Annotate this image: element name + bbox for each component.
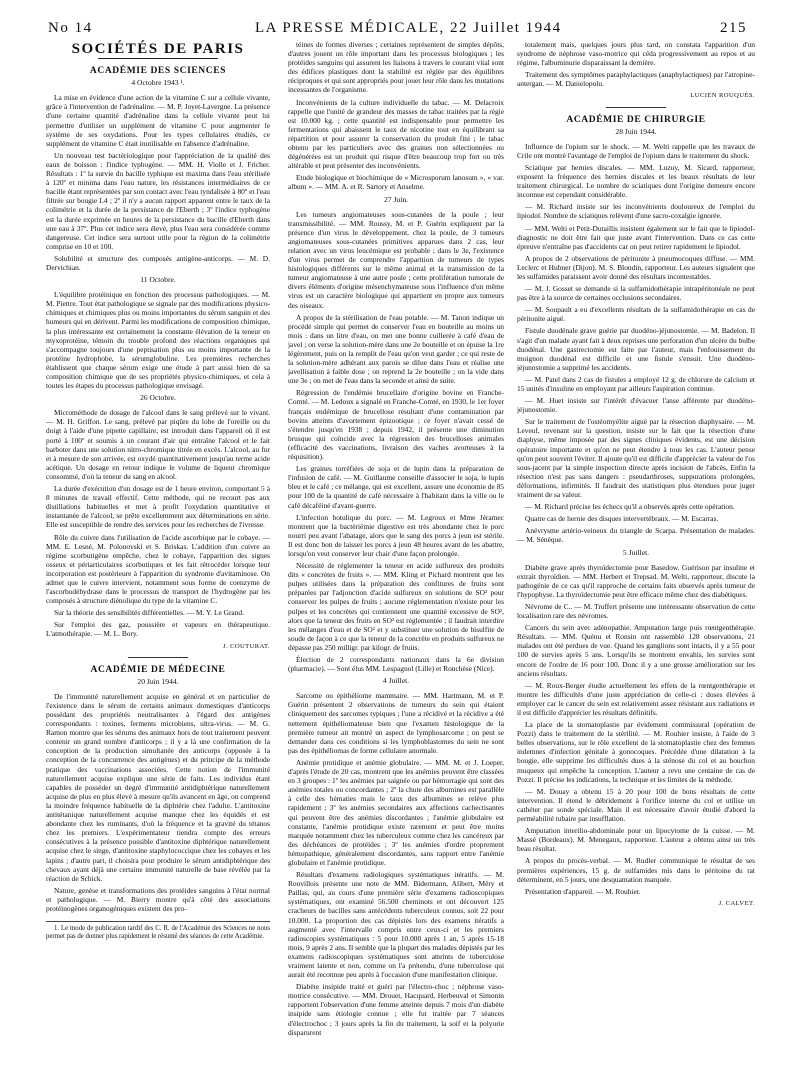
divider	[128, 657, 188, 658]
article-paragraph: Microméthode de dosage de l'alcool dans le sang prélevé sur le vivant. — M. H. Griffon. Le sang, prélevé par piqûre du lobe de l'oreille ou du doigt à l'aide d'une pipette capillaire, est introduit dans l'appareil où il est porté à 100º et soumis à un courant d'air qui entraîne l'alcool et le fait barboter dans une solution nitro-chromique titrée en excès. L'alcool, au fur et à mesure de son arrivée, est oxydé quantitativement jusqu'au terme acide acétique. Un dosage en retour indique le volume de liqueur chromique consommé, d'où la teneur du sang en alcool.	[46, 408, 270, 481]
article-paragraph: Sur le traitement de l'ostéomyélite aiguë par la résection diaphysaire. — M. Leveuf, revenant sur la question, insiste sur le fait que la résection d'une diaphyse, même imposée par des signes cliniques évidents, est une décision opératoire importante et qu'on ne peut étendre à tous les cas. L'auteur pense qu'on peut souvent l'éviter. Il ajoute qu'il est difficile d'apprécier la valeur de l'os sous-jacent par la simple inspection directe après incision de l'abcès. Enfin la résection n'est pas sans dangers : pseudarthroses, suppurations prolongées, déformations, infirmités. Il faudrait des statistiques plus étendues pour juger vraiment de sa valeur.	[517, 417, 755, 500]
issue-number: No 14	[48, 20, 93, 36]
academy-heading: ACADÉMIE DE CHIRURGIE	[566, 114, 706, 125]
article-paragraph: Nature, genèse et transformations des protéides sanguins à l'état normal et pathologique. — M. Bierry montre qu'à côté des associations protéinogènes organogéniques existent des pro-	[46, 885, 270, 913]
article-paragraph: Inconvénients de la culture individuelle du tabac. — M. Delacroix rappelle que l'unité de grandeur des masses de tabac traitées par la régie est 10.000 kg. ; cette quantité est indispensable pour permettre les fermentations qui abaissent le taux de nicotine tout en équilibrant sa répartition et pour assurer la conservation du produit fini ; le tabac obtenu par les particuliers avec des graines non sélectionnées ou dégénérées est un produit qui risque d'être beaucoup trop fort ou très altérable et peut présenter des inconvénients.	[288, 97, 504, 171]
article-paragraph: Les graines torréfiées de soja et de lupin dans la préparation de l'infusion de café. — M. Guillaume conseille d'associer le soja, le lupin bleu et le café ; ce mélange, qui est excellent, assure une économie de 85 pour 100 de la quantité de café nécessaire à l'habitant dans la ville ou le café décaféiné d'avant-guerre.	[288, 464, 504, 510]
session-date: 4 Juillet.	[382, 676, 410, 686]
article-paragraph: L'infection botulique du porc. — M. Legroux et Mme Jéramec montrent que la bactériémie digestive est très abondante chez le porc nourri peu avant l'abatage, alors que le sang des porcs à jeun est stérile. Il est donc bon de laisser les porcs à jeun 48 heures avant de les abattre, lorsqu'on veut conserver leur chair d'une façon prolongée.	[288, 512, 504, 558]
author-signature: J. CALVET.	[718, 899, 755, 907]
article-paragraph: Amputation interilio-abdominale pour un lipocytome de la cuisse. — M. Massé (Bordeaux). M. Menegaux, rapporteur. L'auteur a obtenu ainsi un très beau résultat.	[517, 826, 755, 854]
divider	[606, 107, 666, 108]
article-paragraph: — M. Huet insiste sur l'intérêt d'évacuer l'anse afférente par duodéno-jéjunostomie.	[517, 396, 755, 415]
session-date: 11 Octobre.	[140, 275, 176, 285]
article-paragraph: Quatre cas de hernie des disques intervertébraux. — M. Escarras.	[525, 514, 719, 524]
article-paragraph: — M. Patel dans 2 cas de fistules a employé 12 g. de chlorure de calcium et 15 unités d'insuline en employant par ailleurs l'aspiration continue.	[517, 374, 755, 393]
footnote: 1. Le mode de publication tardif des C. R. de l'Académie des Sciences ne nous permet pas de donner plus rapidement le résumé des séances de cette Académie.	[46, 921, 270, 941]
article-paragraph: Nécessité de réglementer la teneur en acide sulfureux des produits dits « concrètes de fruits ». — MM. Kling et Pichard montrent que les pulpes utilisées dans la préparation des confitures de fruits sont préparées par l'adjonction d'acide sulfureux en solutions de SO² pour conserver les pulpes de fruits ; aucune réglementation n'existe pour les pulpes et les concrètes qui contiennent une quantité excessive de SO², alors que la teneur des fruits en SO² est réglementée ; il faudrait interdire les mélanges d'eau et de SO² et y substituer une solution de bisulfite de soude de façon à ce que la teneur de la concrète en produits sulfureux ne dépasse pas 250 milligr. par kilogr. de fruits.	[288, 561, 504, 652]
author-signature: J. COUTURAT.	[223, 642, 270, 650]
section-rule	[98, 58, 218, 59]
session-date: 4 Octobre 1943 ¹.	[131, 78, 185, 88]
article-paragraph: La place de la stomatoplastie par évidement commissural (opération de Pozzi) dans le traitement de la stérilité. — M. Rouhier insiste, à l'aide de 3 belles observations, sur le rôle excellent de la stomatoplastie chez des femmes indemnes d'infection génitale à gonocoques. Précédée d'une dilatation à la bougie, elle supprime les difficultés dues à la sténose du col et au bouchon muqueux qui empêche la conception. L'auteur a revu une centaine de cas de Pozzi. Il précise les indications, la technique et les limites de la méthode.	[517, 720, 755, 784]
article-paragraph: A propos du procès-verbal. — M. Rudler communique le résultat de ses premières expériences, 15 g. de sulfamides mis dans le péritoine du rat déterminent, en 5 jours, une desquamation marquée.	[517, 856, 755, 884]
article-paragraph: Sarcome ou épithéliome mammaire. — MM. Hartmann, M. et P. Guérin présentent 2 observations de tumeurs du sein qui étaient cliniquement des sarcomes typiques ; l'une a récidivé et la récidive a été nettement épithéliomateuse bien que l'examen histologique de la première tumeur ait montré un aspect de lymphosarcome ; on peut se demander dans ces conditions si les lymphoblastomes du sein ne sont pas des épithéliomas de forme cellulaire anormale.	[288, 691, 504, 755]
article-paragraph: Résultats d'examens radiologiques systématiques itératifs. — M. Rouvillois présente une note de MM. Bidermann, Alibert, Méry et Paillas, qui, au cours d'une première série d'examens radioscopiques systématiques, ont examiné 56.500 cheminots et ont découvert 125 cracheurs de bacilles sans antécédents tuberculeux connus, soit 22 pour 10.000. La proportion des cas dépistés lors des examens itératifs a augmenté avec l'intervalle compris entre ceux-ci et les premiers radioscopies systématiques : 5 pour 10.000 après 1 an, 5 après 15-18 mois, 9 après 2 ans. Il semble que la plupart des malades dépistés par les examens radioscopiques systématiques sont atteints de tuberculose vraiment latente et non, comme on l'a prétendu, d'une tuberculose qui aurait été reconnue peu après à l'occasion d'une manifestation clinique.	[288, 870, 504, 980]
session-date: 28 Juin 1944.	[615, 126, 657, 136]
article-paragraph: Élection de 2 correspondants nationaux dans la 6e division (pharmacie). — Sont élus MM. Lespagnol (Lille) et Ronchèse (Nice).	[288, 655, 504, 674]
session-date: 26 Octobre.	[140, 393, 176, 403]
column-left	[46, 40, 270, 1070]
article-paragraph: téines de formes diverses ; certaines représentent de simples dépôts, d'autres jouent un rôle important dans les processus biologiques ; les protéides sanguins qui assurent les liaisons à travers le courant vital sont des édifices plastiques dont la stabilité est réglée par des équilibres réciproques et qui sont appropriés pour jouer leur rôle dans les mutations incessantes de l'organisme.	[288, 40, 504, 95]
article-paragraph: Influence de l'opium sur le shock. — M. Welti rappelle que les travaux de Crile ont montré l'avantage de l'emploi de l'opium dans le traitement du shock.	[517, 141, 755, 160]
article-paragraph: Présentation d'appareil. — M. Rouhier.	[525, 886, 641, 896]
article-paragraph: Etude biologique et biochimique de « Microsporum lanosum », « var. album ». — MM. A. et R. Sartory et Anselme.	[288, 173, 504, 192]
session-date: 20 Juin 1944.	[137, 676, 179, 686]
article-paragraph: De l'immunité naturellement acquise en général et en particulier de l'existence dans le sérum de certains animaux domestiques d'anticorps possédant des propriétés neutralisantes à l'égard des antigènes correspondants : toxines, ferments microbiens, ultra-virus. — M. G. Ramon montre que les sérums des animaux hors de tout traitement peuvent contenir un grand nombre d'anticorps ; il y a là une confirmation de la conception de la production simultanée des anticorps (opposée à la conception de la concurrence des antigènes) et du principe de la méthode pratique des vaccinations associées. Cette notion de l'immunité naturellement acquise explique une série de faits. Les individus étant capables de posséder un degré d'immunité antidiphtérique naturellement acquise de plus en plus élevé à mesure qu'ils avancent en âge, on comprend la moindre fréquence habituelle de la diphtérie chez l'adulte. L'antitoxine antitétanique naturellement acquise manque chez les équidés et est abondante chez les ruminants, d'où la fréquence et la gravité du tétanos chez les premiers. L'expérimentateur tiendra compte des erreurs consécutives à la présence possible d'antitoxine diphtérique naturellement acquise chez le singe, d'antitoxine staphylococcique chez les cobayes et les lapins ; d'autre part, il choisira pour produire le sérum antidiphtérique des chevaux ayant déjà une certaine immunité naturelle de base révélée par la réaction de Schick.	[46, 691, 270, 883]
academy-heading: ACADÉMIE DES SCIENCES	[89, 66, 227, 77]
section-title: SOCIÉTÉS DE PARIS	[71, 41, 245, 57]
academy-heading: ACADÉMIE DE MÉDECINE	[90, 664, 226, 675]
article-paragraph: Solubilité et structure des composés antigène-anticorps. — M. D. Dervichian.	[46, 253, 270, 272]
article-paragraph: Régression de l'endémie brucellaire d'origine bovine en Franche-Comté. — M. Ledoux a signalé en Franche-Comté, en 1930, le 1er foyer français endémique de brucellose résultant d'une contamination par bovins atteints d'avortement épizootique ; ce foyer n'avait cessé de s'étendre jusqu'en 1938 ; depuis 1942, il présente une diminution brusque qui coïncide avec la régression des brucelloses animales (efficacité des vaccinations, livraison des vaches avorteuses à la réquisition).	[288, 388, 504, 462]
article-paragraph: — M. Douay a obtenu 15 à 20 pour 100 de bons résultats de cette intervention. Il étend le débridement à l'orifice interne du col et utilise un cathéter par sonde spéciale. Mais il est nécessaire d'avoir étudié d'abord la perméabilité tubaire par insufflation.	[517, 786, 755, 824]
article-paragraph: L'équilibre protéinique en fonction des processus pathologiques. — M. M. Piettre. Tout état pathologique se signale par des modifications physico-chimiques et chimiques plus ou moins importantes du sérum sanguin et des humeurs qui en dérivent. Parmi les modifications de composition chimique, la plus intéressante est certainement la constante élévation de la teneur en myxoprotéine, témoin du trouble profond des réactions organiques qui s'accompagne toujours d'une peptisation plus ou moins importante de la protéine hydrophobe, la sérumglobuline. Les premières recherches établissent que chaque sérum exige une étude à part aussi bien de sa composition chimique que de ses propriétés physico-chimiques, et cela à toutes les étapes du processus pathologique envisagé.	[46, 290, 270, 391]
article-paragraph: La mise en évidence d'une action de la vitamine C sur a cellule vivante, grâce à l'intervention de l'adrénaline. — M. P. Joyet-Lavergne. La présence d'une certaine quantité d'adrénaline dans la cellule vivante peut lui permettre d'utiliser un supplément de vitamine C pour augmenter le système de ses oxydations. Pour les types cellulaires étudiés, ce supplément de vitamine C était inutilisable en l'absence d'adrénaline.	[46, 93, 270, 148]
article-paragraph: Sciatique par hernies discales. — MM. Luzuy, M. Sicard, rapporteur, exposent la fréquence des hernies discales et les beaux résultats de leur traitement chirurgical. Le nombre de sciatiques dont l'origine demeure encore inconnue est cependant considérable.	[517, 162, 755, 200]
article-paragraph: — M. Soupault a eu d'excellents résultats de la sulfamidothérapie en cas de péritonite aiguë.	[517, 305, 755, 324]
article-paragraph: Anévrysme artério-veineux du triangle de Scarpa. Présentation de malades. — M. Sénèque.	[517, 526, 755, 545]
session-date: 27 Juin.	[383, 194, 409, 204]
article-paragraph: totalement mais, quelques jours plus tard, on constata l'apparition d'un syndrome de néphrose vaso-motrice qui céda progressivement au repos et au régime, l'albuminurie disparaissant la dernière.	[517, 40, 755, 68]
column-middle	[288, 40, 504, 1070]
article-paragraph: Sur l'emploi des gaz, poussière et vapeurs en thérapeutique. L'atmothérapie. — M. L. Bory.	[46, 620, 270, 639]
article-paragraph: — M. Roux-Berger étudie actuellement les effets de la rœntgenthérapie et montre les difficultés d'une juste appréciation de celle-ci : doses élevées à employer car le cancer du sein est relativement assez résistant aux radiations et il est difficile d'apprécier les résultats définitifs.	[517, 680, 755, 717]
article-paragraph: A propos de 2 observations de péritonite à pneumocoques diffuse. — MM. Leclerc et Hubner (Dijon). M. S. Blondin, rapporteur. Les auteurs signalent que les sulfamides paraissent avoir donné des résultats incontestables.	[517, 253, 755, 281]
article-paragraph: — M. Richard précise les échecs qu'il a observés après cette opération.	[525, 502, 735, 512]
article-paragraph: Anémie protidique et anémie globulaire. — MM. M. et J. Loeper, d'après l'étude de 20 cas, montrent que les anémies peuvent être classées en 3 groupes : 1º les anémies par saignée ou par hémorragie qui sont des anémies totales ou concordantes ; 2º la chute des albumines est parallèle à celle des hématies mais le taux des albumines se relève plus rapidement ; 3º les anémies secondaires aux affections cachectisantes qui peuvent être des anémies discordantes ; l'anémie globulaire est constante, l'anémie protidique existe rarement et peut être moins marquée notamment chez les tuberculeux comme chez les cancéreux par des déchéances de protéides ; 3º les anémies d'ordre proprement hémopathique, généralement discordantes, sans rapport entre l'anémie globulaire et l'anémie protidique.	[288, 757, 504, 867]
page-number: 215	[720, 20, 747, 36]
journal-title: LA PRESSE MÉDICALE, 22 Juillet 1944	[255, 20, 562, 36]
article-paragraph: Traitement des symptômes paraphylactiques (anaphylactiques) par l'atropine-antergan. — M. Danielopolu.	[517, 70, 755, 89]
article-paragraph: A propos de la stérilisation de l'eau potable. — M. Tanon indique un procédé simple qui permet de conserver l'eau en bouteille au moins un mois : dans un litre d'eau, on met une bonne cuillerée à café d'eau de javel ; on verse la solution-mère dans une 2e bouteille et on épuise la 1re légèrement, puis on la remplit de l'eau qu'on veut garder ; ce qui reste de la solution-mère adhérant aux parois se dilue dans l'eau et réalise une javellisation à faible dose ; on reprend la 2e bouteille ; on la vide dans une 3e ; on met de l'eau dans la seconde et ainsi de suite.	[288, 312, 504, 386]
article-paragraph: Névrome de C.. — M. Truffert présente une intéressante observation de cette localisation rare des névromes.	[517, 601, 755, 621]
article-paragraph: La durée d'exécution d'un dosage est de 1 heure environ, comportant 5 à 8 minutes de travail effectif. Cette méthode, qui ne recourt pas aux distillations habituelles et met à profit l'oxydation quantitative et instantanée de l'alcool, se prête excellemment aux déterminations en série. Elle est susceptible de rendre des services pour les recherches de l'ivresse.	[46, 484, 270, 530]
article-paragraph: Les tumeurs angiomateuses sous-cutanées de la poule ; leur transmissibilité. — MM. Roussy, M. et P. Guérin expliquent par la présence d'un virus le développement, chez la poule, de 3 tumeurs angiomateuses sous-cutanées primitives apparues dans 2 cas, leur relation avec un virus leucémique est probable ; dans le 3e, l'existence d'un virus permet de comprendre l'apparition de tumeurs de types histologiques différents sur le même animal et la transmission de la tumeur angiomateuse à une autre poule ; cette prolifération tumorale de divers éléments d'origine mésenchymateuse sous l'influence d'un même virus est un caractère biologique qui appartient en propre aux tumeurs des oiseaux.	[288, 209, 504, 310]
article-paragraph: — M. J. Gosset se demande si la sulfamidothérapie intrapéritonéale ne peut pas être à la source de certaines occlusions secondaires.	[517, 284, 755, 303]
article-paragraph: Diabète grave après thyroïdectomie pour Basedow. Guérison par insuline et extrait thyroïdien. — MM. Herbert et Trepsad. M. Welti, rapporteur, discute la pathogénie de ce cas qu'il rapproche de certains faits observés après tumeur de l'hypophyse. La thyroïdectomie peut être efficace même chez des diabétiques.	[517, 562, 755, 599]
article-paragraph: Sur la théorie des sensibilités différentielles. — M. Y. Le Grand.	[54, 608, 244, 618]
article-paragraph: Cancers du sein avec adénopathie. Amputation large puis rœntgenthérapie. Résultats. — MM. Quénu et Ronsin ont rassemblé 128 observations, 21 malades ont été perdues de vue. Quand les ganglions sont intacts, il y a 55 pour 100 de survies après 5 ans. Lorsqu'ils se montrent envahis, les survies sont encore de l'ordre de 16 pour 100. Donc il y a une grosse amélioration sur les anciens résultats.	[517, 623, 755, 678]
article-paragraph: Diabète insipide traité et guéri par l'électro-choc ; néphrose vaso-motrice consécutive. — MM. Drouet, Hacquard, Herbeuval et Simonin rapportent l'observation d'une femme atteinte depuis 7 mois d'un diabète insipide sans étiologie connue ; elle fut traitée par 7 séances d'électrochoc ; 3 jours après la fin du traitement, la soif et la polyurie disparurent	[288, 982, 504, 1037]
article-paragraph: Un nouveau test bactériologique pour l'appréciation de la qualité des eaux de boisson : l'indice typhogène. — MM. H. Violle et J. Fricher. Résultats : 1º la survie du bacille typhique est maxima dans l'eau stérilisée à 120º et minima dans l'eau nature, les résistances intermédiaires de ce bacille étant représentées par son contact avec l'eau tyndalisée à 80º et l'eau filtrée sur bougie L4 ; 2º il n'y a aucun rapport apparent entre le taux de la colimétrie et la durée de la persistance de l'Eberth ; 3º l'indice typhogène est la durée exprimée en heures de la persistance du bacille d'Eberth dans une eau à 37º. Plus cet indice sera élevé, plus l'eau sera considérée comme dangereuse. Cet indice sera surtout utile pour la région de la colimétrie comprise en 10 et 100.	[46, 150, 270, 251]
article-paragraph: Rôle du cuivre dans l'utilisation de l'acide ascorbique par le cobaye. — MM. E. Lesné, M. Polonovski et S. Briskas. L'addition d'un cuivre au régime scorbutigène empêche, chez le cobaye, l'apparition des signes osseux et périarticulaires scorbutiques et les fait rétrocéder lorsque leur incorporation est postérieure à l'apparition du syndrome d'avitaminose. On admet que le cuivre intervient, notamment sous forme de coenzyme de l'ascorbodéhydrase dans le processus de transport de l'hydrogène par les composés à structure diénolique du type de la vitamine C.	[46, 532, 270, 606]
article-paragraph: Fistule duodénale grave guérie par duodéno-jéjunostomie. — M. Badelon. Il s'agit d'un malade ayant fait à deux reprises une perforation d'un ulcère du bulbe duodénal. Une gastrectomie est faite par l'auteur, mais l'enfouissement du moignon duodénal est difficile et une fistule s'ensuit. Une duodéno-jéjunostomie a supprimé les accidents.	[517, 326, 755, 372]
session-date: 5 Juillet.	[622, 547, 650, 557]
author-signature: LUCIEN ROUQUÈS.	[690, 92, 755, 100]
article-paragraph: — M. Richard insiste sur les inconvénients douloureux de l'emploi du lipiodol. Nombre de sciatiques relèvent d'une sacro-coxalgie ignorée.	[517, 202, 755, 221]
page-header	[0, 14, 800, 40]
column-right	[517, 40, 755, 1070]
article-paragraph: — MM. Welti et Petit-Dutaillis insistent également sur le fait que le lipiodol-diagnostic ne doit être fait que juste avant l'intervention. Dans ce cas cette épreuve n'entraîne pas d'accidents car on peut retirer rapidement le lipiodol.	[517, 223, 755, 251]
